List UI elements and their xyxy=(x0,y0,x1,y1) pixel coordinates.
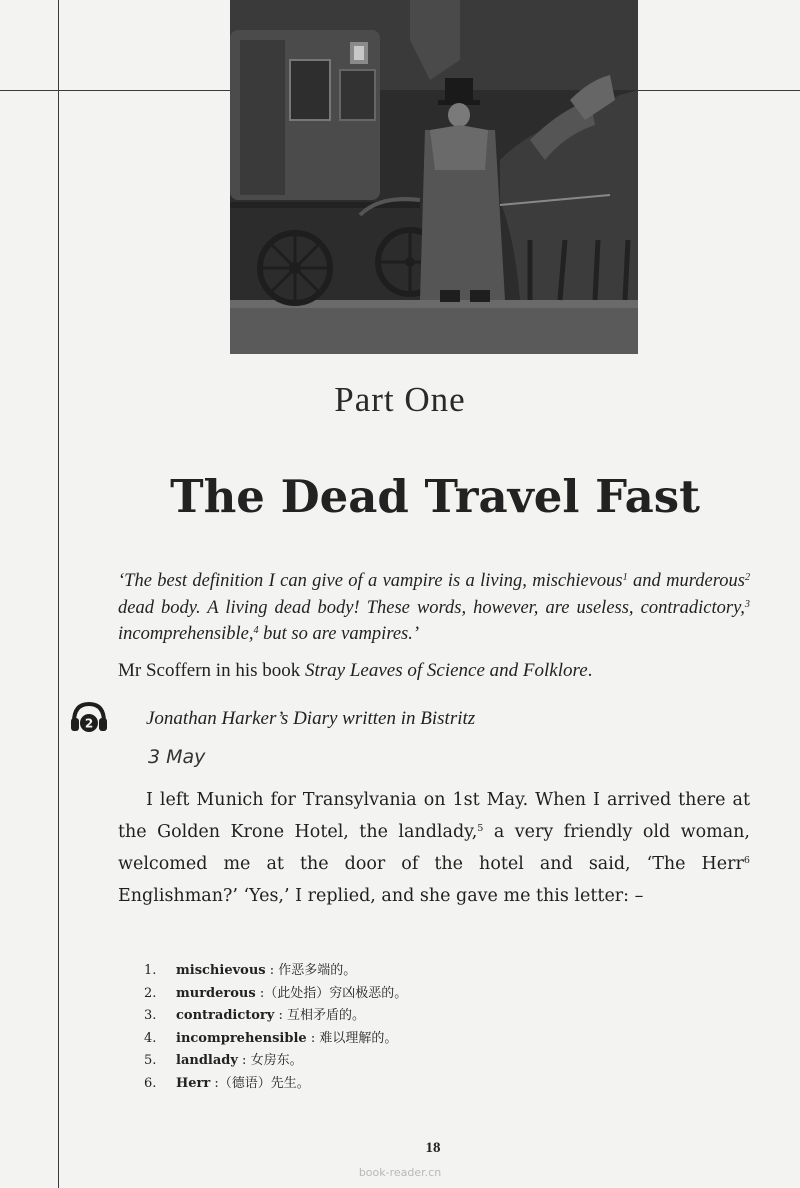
footnote-definition: : 作恶多端的。 xyxy=(265,963,357,978)
footnote-definition: : 难以理解的。 xyxy=(306,1030,398,1046)
page-number: 18 xyxy=(425,1140,441,1156)
footnote-term: landlady xyxy=(176,1053,238,1068)
audio-track-number: 2 xyxy=(84,716,94,731)
margin-rule-horizontal-left xyxy=(0,90,230,91)
chapter-illustration xyxy=(230,0,638,354)
epigraph-text: but so are vampires.’ xyxy=(258,624,420,644)
footnote-term: mischievous xyxy=(176,963,266,978)
footnote-definition: :（德语）先生。 xyxy=(210,1075,310,1091)
headphones-icon[interactable] xyxy=(70,700,108,734)
footnote-ref: 1 xyxy=(622,571,628,583)
footnote-definition: :（此处指）穷凶极恶的。 xyxy=(255,985,408,1001)
epigraph-attribution xyxy=(118,660,758,682)
margin-rule-horizontal-right xyxy=(638,90,800,91)
footnote-term: murderous xyxy=(176,985,256,1001)
body-text: Englishman?’ ‘Yes,’ I replied, and she gave me this letter: – xyxy=(118,886,644,906)
diary-date: 3 May xyxy=(148,746,206,768)
footnote-ref: 6 xyxy=(743,855,750,867)
footnote-number: 2. xyxy=(144,985,157,1001)
watermark: book-reader.cn xyxy=(358,1166,442,1179)
footnote-term: contradictory xyxy=(176,1008,275,1023)
body-text: a very friendly old woman, welcomed me at the door of the hotel and said, ‘The Herr xyxy=(118,822,750,874)
footnote-definition: : 女房东。 xyxy=(237,1053,303,1068)
footnote-definition: : 互相矛盾的。 xyxy=(274,1008,365,1023)
footnote-item xyxy=(144,1050,744,1073)
attribution-suffix: . xyxy=(587,660,593,681)
footnotes-list xyxy=(144,960,744,1095)
footnote-number: 4. xyxy=(144,1030,157,1046)
epigraph-text: incomprehensible, xyxy=(118,624,254,644)
footnote-number: 1. xyxy=(144,963,157,978)
book-title: Stray Leaves of Science and Folklore xyxy=(305,660,588,681)
footnote-term: Herr xyxy=(176,1075,211,1091)
footnote-number: 3. xyxy=(144,1008,157,1023)
epigraph-text: and murderous xyxy=(627,571,745,591)
epigraph-quote xyxy=(118,568,750,648)
footnote-ref: 3 xyxy=(744,598,750,610)
footnote-ref: 5 xyxy=(477,823,484,835)
footnote-term: incomprehensible xyxy=(176,1030,307,1046)
footnote-item xyxy=(144,983,744,1006)
footnote-item xyxy=(144,960,744,983)
attribution-prefix: Mr Scoffern in his book xyxy=(118,660,305,681)
chapter-title: The Dead Travel Fast xyxy=(170,470,700,523)
margin-rule-vertical xyxy=(58,0,59,1188)
footnote-ref: 4 xyxy=(253,624,259,636)
footnote-item xyxy=(144,1073,744,1096)
footnote-item xyxy=(144,1028,744,1051)
footnote-number: 5. xyxy=(144,1053,157,1068)
body-paragraph xyxy=(118,784,750,912)
epigraph-text: ‘The best definition I can give of a vampire is a living, mischievous xyxy=(118,571,623,591)
footnote-number: 6. xyxy=(144,1075,157,1091)
body-text: I left Munich for Transylvania on 1st May. When I arrived there at the Golden Krone Hotel, the landlady, xyxy=(118,790,750,842)
footnote-item xyxy=(144,1005,744,1028)
part-title: Part One xyxy=(334,380,466,419)
footnote-ref: 2 xyxy=(744,571,751,583)
diary-heading: Jonathan Harker’s Diary written in Bistritz xyxy=(146,708,476,729)
epigraph-text: dead body. A living dead body! These words, however, are useless, contradictory, xyxy=(118,597,745,618)
